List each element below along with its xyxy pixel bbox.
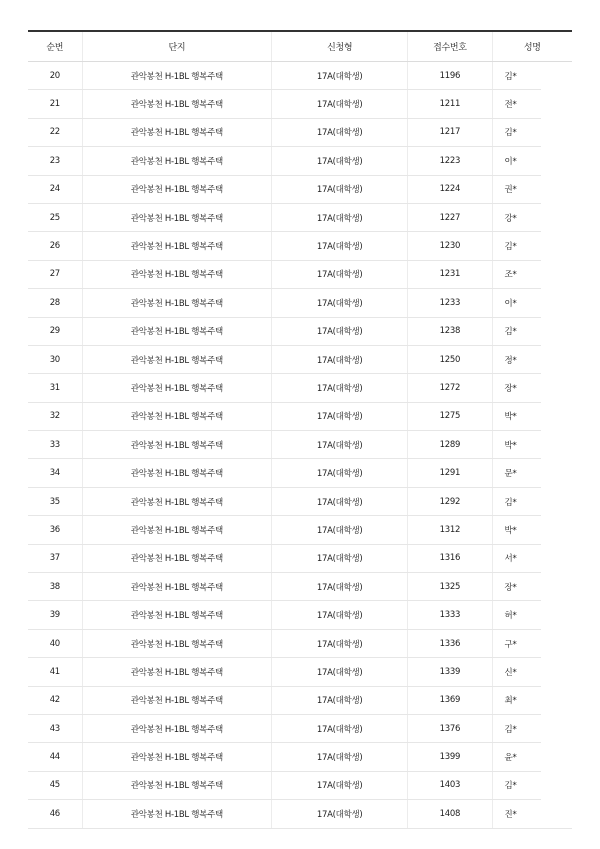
cell-complex: 관악봉천 H-1BL 행복주택 [83,459,273,486]
cell-receipt: 1399 [408,743,492,770]
cell-receipt: 1312 [408,516,492,543]
cell-complex: 관악봉천 H-1BL 행복주택 [83,176,273,203]
table-row [28,403,572,431]
table-body [28,62,572,829]
cell-complex: 관악봉천 H-1BL 행복주택 [83,232,273,259]
cell-no: 39 [28,601,83,628]
cell-complex: 관악봉천 H-1BL 행복주택 [83,62,273,89]
cell-complex: 관악봉천 H-1BL 행복주택 [83,119,273,146]
cell-complex: 관악봉천 H-1BL 행복주택 [83,658,273,685]
table-row [28,601,572,629]
cell-type: 17A(대학생) [272,715,408,742]
cell-complex: 관악봉천 H-1BL 행복주택 [83,403,273,430]
cell-name: 장* [504,582,517,593]
cell-receipt: 1211 [408,90,492,117]
cell-type: 17A(대학생) [272,403,408,430]
cell-name: 박* [504,440,517,451]
cell-type: 17A(대학생) [272,573,408,600]
cell-receipt: 1196 [408,62,492,89]
table-row [28,346,572,374]
cell-receipt: 1376 [408,715,492,742]
cell-receipt: 1275 [408,403,492,430]
table-row [28,119,572,147]
cell-receipt: 1231 [408,261,492,288]
cell-name: 윤* [504,753,517,764]
cell-no: 34 [28,459,83,486]
cell-no: 45 [28,772,83,799]
cell-no: 30 [28,346,83,373]
cell-no: 22 [28,119,83,146]
cell-type: 17A(대학생) [272,658,408,685]
table-row [28,374,572,402]
table-row [28,62,572,90]
cell-no: 36 [28,516,83,543]
cell-no: 21 [28,90,83,117]
table-row [28,658,572,686]
cell-no: 26 [28,232,83,259]
cell-name: 조* [504,270,517,281]
cell-type: 17A(대학생) [272,261,408,288]
cell-no: 46 [28,800,83,827]
table-row [28,289,572,317]
table-row [28,800,572,828]
cell-complex: 관악봉천 H-1BL 행복주택 [83,800,273,827]
table-row [28,715,572,743]
cell-receipt: 1369 [408,687,492,714]
cell-name: 김* [504,71,517,82]
cell-complex: 관악봉천 H-1BL 행복주택 [83,687,273,714]
cell-name: 김* [504,781,517,792]
cell-receipt: 1316 [408,545,492,572]
cell-receipt: 1230 [408,232,492,259]
cell-type: 17A(대학생) [272,431,408,458]
table-row [28,431,572,459]
cell-name: 박* [504,525,517,536]
cell-receipt: 1292 [408,488,492,515]
cell-receipt: 1223 [408,147,492,174]
cell-name: 이* [504,298,517,309]
cell-receipt: 1339 [408,658,492,685]
cell-no: 29 [28,318,83,345]
cell-complex: 관악봉천 H-1BL 행복주택 [83,743,273,770]
table-row [28,232,572,260]
cell-type: 17A(대학생) [272,119,408,146]
table-row [28,488,572,516]
cell-receipt: 1224 [408,176,492,203]
cell-name: 김* [504,327,517,338]
cell-name: 김* [504,497,517,508]
cell-complex: 관악봉천 H-1BL 행복주택 [83,431,273,458]
cell-type: 17A(대학생) [272,743,408,770]
header-receipt: 접수번호 [408,32,492,61]
table-row [28,459,572,487]
cell-name: 김* [504,724,517,735]
cell-name: 전* [504,100,517,111]
cell-no: 43 [28,715,83,742]
cell-name: 김* [504,242,517,253]
cell-type: 17A(대학생) [272,374,408,401]
cell-receipt: 1233 [408,289,492,316]
cell-type: 17A(대학생) [272,516,408,543]
cell-receipt: 1238 [408,318,492,345]
cell-no: 37 [28,545,83,572]
cell-type: 17A(대학생) [272,62,408,89]
cell-name: 구* [504,639,517,650]
cell-receipt: 1291 [408,459,492,486]
cell-type: 17A(대학생) [272,204,408,231]
cell-type: 17A(대학생) [272,687,408,714]
cell-receipt: 1333 [408,601,492,628]
cell-complex: 관악봉천 H-1BL 행복주택 [83,374,273,401]
table-row [28,318,572,346]
redaction-mask [541,62,572,800]
cell-receipt: 1325 [408,573,492,600]
cell-receipt: 1336 [408,630,492,657]
cell-no: 42 [28,687,83,714]
cell-name: 이* [504,156,517,167]
cell-no: 25 [28,204,83,231]
cell-type: 17A(대학생) [272,289,408,316]
cell-no: 35 [28,488,83,515]
cell-no: 38 [28,573,83,600]
cell-no: 23 [28,147,83,174]
cell-type: 17A(대학생) [272,147,408,174]
cell-type: 17A(대학생) [272,488,408,515]
header-complex: 단지 [83,32,273,61]
cell-receipt: 1289 [408,431,492,458]
cell-name: 장* [504,383,517,394]
table-header-row [28,32,572,62]
cell-no: 32 [28,403,83,430]
cell-type: 17A(대학생) [272,601,408,628]
cell-complex: 관악봉천 H-1BL 행복주택 [83,318,273,345]
cell-type: 17A(대학생) [272,545,408,572]
header-no: 순번 [28,32,83,61]
cell-receipt: 1403 [408,772,492,799]
cell-complex: 관악봉천 H-1BL 행복주택 [83,488,273,515]
cell-no: 40 [28,630,83,657]
cell-complex: 관악봉천 H-1BL 행복주택 [83,261,273,288]
table-row [28,545,572,573]
cell-complex: 관악봉천 H-1BL 행복주택 [83,601,273,628]
cell-type: 17A(대학생) [272,90,408,117]
cell-no: 20 [28,62,83,89]
cell-receipt: 1227 [408,204,492,231]
cell-complex: 관악봉천 H-1BL 행복주택 [83,545,273,572]
cell-complex: 관악봉천 H-1BL 행복주택 [83,289,273,316]
cell-name: 신* [504,667,517,678]
cell-receipt: 1272 [408,374,492,401]
cell-name: 권* [504,185,517,196]
cell-name: 최* [504,696,517,707]
table-row [28,147,572,175]
header-name: 성명 [523,43,541,53]
cell-type: 17A(대학생) [272,346,408,373]
cell-name: 허* [504,611,517,622]
table-row [28,261,572,289]
header-type: 신청형 [272,32,408,61]
cell-complex: 관악봉천 H-1BL 행복주택 [83,715,273,742]
cell-no: 27 [28,261,83,288]
table-row [28,743,572,771]
cell-complex: 관악봉천 H-1BL 행복주택 [83,204,273,231]
cell-complex: 관악봉천 H-1BL 행복주택 [83,90,273,117]
cell-type: 17A(대학생) [272,772,408,799]
cell-name: 진* [504,809,517,820]
cell-type: 17A(대학생) [272,630,408,657]
cell-name: 강* [504,213,517,224]
table-row [28,516,572,544]
cell-complex: 관악봉천 H-1BL 행복주택 [83,516,273,543]
table-row [28,687,572,715]
cell-receipt: 1217 [408,119,492,146]
table-row [28,90,572,118]
cell-complex: 관악봉천 H-1BL 행복주택 [83,346,273,373]
table-row [28,204,572,232]
cell-type: 17A(대학생) [272,176,408,203]
cell-no: 24 [28,176,83,203]
cell-name: 박* [504,412,517,423]
cell-type: 17A(대학생) [272,232,408,259]
table-row [28,176,572,204]
cell-receipt: 1250 [408,346,492,373]
cell-receipt: 1408 [408,800,492,827]
applicant-table [28,30,572,829]
cell-no: 44 [28,743,83,770]
cell-complex: 관악봉천 H-1BL 행복주택 [83,147,273,174]
cell-name: 문* [504,469,517,480]
cell-no: 31 [28,374,83,401]
cell-no: 41 [28,658,83,685]
cell-no: 28 [28,289,83,316]
cell-complex: 관악봉천 H-1BL 행복주택 [83,772,273,799]
table-row [28,573,572,601]
cell-type: 17A(대학생) [272,800,408,827]
cell-complex: 관악봉천 H-1BL 행복주택 [83,573,273,600]
table-row [28,630,572,658]
cell-name: 정* [504,355,517,366]
cell-name: 김* [504,128,517,139]
table-row [28,772,572,800]
cell-name: 서* [504,554,517,565]
cell-no: 33 [28,431,83,458]
cell-complex: 관악봉천 H-1BL 행복주택 [83,630,273,657]
cell-type: 17A(대학생) [272,459,408,486]
cell-type: 17A(대학생) [272,318,408,345]
